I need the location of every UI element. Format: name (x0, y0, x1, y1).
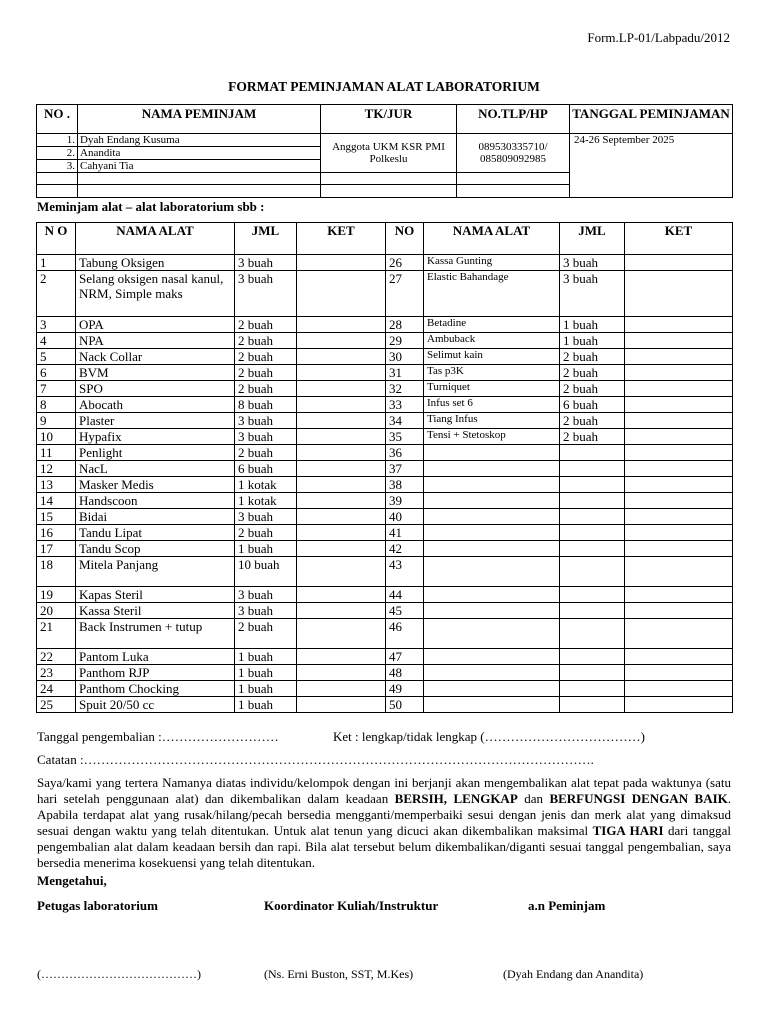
item-qty-left: 1 kotak (235, 493, 297, 509)
item-ket-left (297, 619, 386, 649)
items-row (37, 365, 733, 381)
empty-cell (321, 173, 457, 185)
item-qty-left: 2 buah (235, 349, 297, 365)
item-qty-left: 1 buah (235, 649, 297, 665)
item-name-right (424, 603, 560, 619)
items-row (37, 317, 733, 333)
item-ket-right (625, 525, 733, 541)
item-name-left: Handscoon (76, 493, 235, 509)
item-no-right: 48 (386, 665, 424, 681)
item-no-right: 31 (386, 365, 424, 381)
item-qty-right: 2 buah (560, 365, 625, 381)
items-row (37, 619, 733, 649)
items-row (37, 413, 733, 429)
item-ket-right (625, 461, 733, 477)
item-no-right: 44 (386, 587, 424, 603)
item-no-left: 21 (37, 619, 76, 649)
item-qty-right (560, 619, 625, 649)
item-name-right (424, 665, 560, 681)
item-name-right: Selimut kain (424, 349, 560, 365)
item-ket-right (625, 413, 733, 429)
header-tk-jur: TK/JUR (321, 105, 457, 134)
item-name-left: Tabung Oksigen (76, 255, 235, 271)
item-name-right: Betadine (424, 317, 560, 333)
header-no: NO . (37, 105, 78, 134)
header-borrow-date: TANGGAL PEMINJAMAN (570, 105, 733, 134)
item-ket-left (297, 649, 386, 665)
item-qty-left: 8 buah (235, 397, 297, 413)
item-name-left: Spuit 20/50 cc (76, 697, 235, 713)
items-row (37, 429, 733, 445)
items-row (37, 509, 733, 525)
item-ket-right (625, 649, 733, 665)
borrower-no: 3. (37, 160, 78, 173)
item-no-left: 1 (37, 255, 76, 271)
item-no-right: 47 (386, 649, 424, 665)
item-name-left: BVM (76, 365, 235, 381)
item-ket-right (625, 429, 733, 445)
item-no-right: 50 (386, 697, 424, 713)
item-ket-left (297, 541, 386, 557)
item-qty-left: 10 buah (235, 557, 297, 587)
item-qty-left: 3 buah (235, 271, 297, 317)
empty-cell (321, 185, 457, 198)
item-name-right: Elastic Bahandage (424, 271, 560, 317)
item-ket-left (297, 477, 386, 493)
item-ket-right (625, 255, 733, 271)
item-name-left: Selang oksigen nasal kanul, NRM, Simple maks (76, 271, 235, 317)
statement-bold: BERSIH, LENGKAP (394, 791, 518, 806)
item-name-right (424, 445, 560, 461)
item-no-left: 24 (37, 681, 76, 697)
item-no-right: 39 (386, 493, 424, 509)
item-name-right (424, 477, 560, 493)
signature-lab-officer-name: (…………………………………) (37, 967, 201, 981)
item-ket-right (625, 681, 733, 697)
item-qty-left: 1 kotak (235, 477, 297, 493)
item-name-left: Back Instrumen + tutup (76, 619, 235, 649)
item-name-left: Penlight (76, 445, 235, 461)
item-qty-right (560, 603, 625, 619)
items-row (37, 557, 733, 587)
borrower-row (37, 134, 733, 147)
item-ket-right (625, 477, 733, 493)
item-ket-left (297, 509, 386, 525)
item-ket-right (625, 493, 733, 509)
borrow-date-value: 24-26 September 2025 (570, 134, 733, 198)
empty-cell (37, 173, 78, 185)
item-qty-right (560, 445, 625, 461)
empty-cell (78, 173, 321, 185)
item-ket-left (297, 461, 386, 477)
item-name-right: Ambuback (424, 333, 560, 349)
form-code: Form.LP-01/Labpadu/2012 (587, 30, 730, 45)
item-ket-left (297, 255, 386, 271)
item-qty-left: 3 buah (235, 509, 297, 525)
item-no-right: 46 (386, 619, 424, 649)
item-name-left: NPA (76, 333, 235, 349)
agreement-statement (37, 775, 731, 871)
item-qty-right (560, 681, 625, 697)
item-qty-left: 1 buah (235, 697, 297, 713)
header-ket-right: KET (625, 223, 733, 255)
items-row (37, 665, 733, 681)
items-row (37, 255, 733, 271)
item-no-right: 42 (386, 541, 424, 557)
item-name-right: Turniquet (424, 381, 560, 397)
item-qty-right: 2 buah (560, 429, 625, 445)
item-name-right (424, 509, 560, 525)
header-item-name-right: NAMA ALAT (424, 223, 560, 255)
statement-text: Saya/kami yang tertera Namanya diatas individu/kelompok dengan ini berjanji akan mengembalikan alat tepat pada waktunya (satu hari setelah penggunaan alat) dan dikembalikan dalam keadaan (37, 775, 731, 806)
signature-lab-officer-label: Petugas laboratorium (37, 898, 158, 913)
item-qty-left: 2 buah (235, 317, 297, 333)
item-ket-left (297, 587, 386, 603)
item-no-right: 38 (386, 477, 424, 493)
item-ket-right (625, 557, 733, 587)
return-date-line: Tanggal pengembalian :……………………… (37, 729, 279, 744)
item-qty-left: 2 buah (235, 525, 297, 541)
item-ket-right (625, 333, 733, 349)
items-row (37, 349, 733, 365)
item-ket-left (297, 665, 386, 681)
item-no-left: 9 (37, 413, 76, 429)
item-ket-left (297, 317, 386, 333)
item-no-left: 20 (37, 603, 76, 619)
item-no-left: 3 (37, 317, 76, 333)
item-name-left: Masker Medis (76, 477, 235, 493)
item-name-left: Mitela Panjang (76, 557, 235, 587)
item-ket-right (625, 381, 733, 397)
item-no-left: 19 (37, 587, 76, 603)
item-qty-right (560, 541, 625, 557)
items-row (37, 587, 733, 603)
item-qty-right (560, 525, 625, 541)
completeness-line: Ket : lengkap/tidak lengkap (………………………………) (333, 729, 645, 744)
item-qty-left: 2 buah (235, 445, 297, 461)
item-no-left: 16 (37, 525, 76, 541)
item-no-left: 23 (37, 665, 76, 681)
item-ket-left (297, 681, 386, 697)
item-ket-left (297, 271, 386, 317)
header-no-left: N O (37, 223, 76, 255)
statement-bold: TIGA HARI (592, 823, 664, 838)
item-name-left: Pantom Luka (76, 649, 235, 665)
item-qty-right: 3 buah (560, 255, 625, 271)
header-phone: NO.TLP/HP (457, 105, 570, 134)
header-qty-left: JML (235, 223, 297, 255)
item-qty-right (560, 477, 625, 493)
item-name-left: Tandu Lipat (76, 525, 235, 541)
item-qty-left: 2 buah (235, 619, 297, 649)
item-ket-left (297, 493, 386, 509)
item-qty-left: 1 buah (235, 665, 297, 681)
item-qty-right: 2 buah (560, 349, 625, 365)
item-name-right (424, 557, 560, 587)
item-no-left: 7 (37, 381, 76, 397)
borrower-no: 1. (37, 134, 78, 147)
item-no-left: 25 (37, 697, 76, 713)
header-item-name-left: NAMA ALAT (76, 223, 235, 255)
item-name-right (424, 493, 560, 509)
item-qty-left: 6 buah (235, 461, 297, 477)
item-no-right: 36 (386, 445, 424, 461)
item-name-left: Abocath (76, 397, 235, 413)
item-name-right: Tiang Infus (424, 413, 560, 429)
item-name-left: Plaster (76, 413, 235, 429)
borrower-table (36, 104, 733, 198)
item-no-left: 5 (37, 349, 76, 365)
signature-borrower-name: (Dyah Endang dan Anandita) (503, 967, 644, 981)
items-row (37, 271, 733, 317)
item-qty-right (560, 665, 625, 681)
item-no-left: 12 (37, 461, 76, 477)
empty-cell (78, 185, 321, 198)
statement-text: dari tanggal pengembalian alat dalam keadaan bersih dan rapi. Bila alat tersebut belum dikembalikan/diganti sesuai tanggal pengembalian, saya bersedia menerima kosekuensi yang telah ditentukan. (37, 823, 731, 870)
items-row (37, 681, 733, 697)
item-qty-right (560, 509, 625, 525)
item-qty-left: 2 buah (235, 381, 297, 397)
item-ket-right (625, 317, 733, 333)
item-no-left: 8 (37, 397, 76, 413)
item-qty-left: 3 buah (235, 429, 297, 445)
item-name-right (424, 619, 560, 649)
item-qty-right: 6 buah (560, 397, 625, 413)
item-ket-right (625, 397, 733, 413)
item-no-right: 35 (386, 429, 424, 445)
items-row (37, 477, 733, 493)
section-label: Meminjam alat – alat laboratorium sbb : (37, 199, 265, 214)
header-qty-right: JML (560, 223, 625, 255)
item-no-right: 40 (386, 509, 424, 525)
borrower-header-row (37, 105, 733, 134)
item-qty-right: 2 buah (560, 413, 625, 429)
borrower-no: 2. (37, 147, 78, 160)
item-qty-left: 3 buah (235, 603, 297, 619)
item-ket-left (297, 365, 386, 381)
item-no-right: 49 (386, 681, 424, 697)
item-name-left: Kapas Steril (76, 587, 235, 603)
item-ket-right (625, 509, 733, 525)
item-qty-right: 1 buah (560, 317, 625, 333)
item-no-right: 32 (386, 381, 424, 397)
signature-coordinator-label: Koordinator Kuliah/Instruktur (264, 898, 439, 913)
item-name-right (424, 649, 560, 665)
item-qty-right (560, 557, 625, 587)
item-ket-left (297, 603, 386, 619)
item-ket-left (297, 349, 386, 365)
item-no-left: 22 (37, 649, 76, 665)
item-qty-right: 1 buah (560, 333, 625, 349)
item-no-left: 14 (37, 493, 76, 509)
items-row (37, 461, 733, 477)
item-no-left: 6 (37, 365, 76, 381)
items-row (37, 697, 733, 713)
item-no-left: 11 (37, 445, 76, 461)
statement-text: dan (517, 791, 550, 806)
items-row (37, 397, 733, 413)
item-name-left: Panthom RJP (76, 665, 235, 681)
item-ket-left (297, 333, 386, 349)
items-row (37, 525, 733, 541)
item-qty-left: 2 buah (235, 365, 297, 381)
item-ket-right (625, 445, 733, 461)
item-name-left: Bidai (76, 509, 235, 525)
signature-borrower-label: a.n Peminjam (528, 898, 606, 913)
item-name-left: Kassa Steril (76, 603, 235, 619)
item-ket-right (625, 619, 733, 649)
item-name-right: Infus set 6 (424, 397, 560, 413)
item-qty-left: 1 buah (235, 541, 297, 557)
item-qty-right (560, 461, 625, 477)
items-row (37, 603, 733, 619)
borrower-name: Cahyani Tia (78, 160, 321, 173)
item-name-right (424, 587, 560, 603)
items-row (37, 445, 733, 461)
items-row (37, 381, 733, 397)
item-ket-left (297, 557, 386, 587)
item-qty-left: 1 buah (235, 681, 297, 697)
item-no-left: 4 (37, 333, 76, 349)
item-no-right: 34 (386, 413, 424, 429)
item-name-right (424, 525, 560, 541)
items-row (37, 649, 733, 665)
empty-cell (457, 173, 570, 185)
item-qty-left: 3 buah (235, 413, 297, 429)
item-qty-right (560, 649, 625, 665)
item-ket-right (625, 603, 733, 619)
items-row (37, 541, 733, 557)
item-ket-right (625, 349, 733, 365)
items-row (37, 333, 733, 349)
item-no-right: 33 (386, 397, 424, 413)
item-qty-left: 2 buah (235, 333, 297, 349)
item-ket-left (297, 697, 386, 713)
item-name-right (424, 461, 560, 477)
item-no-left: 18 (37, 557, 76, 587)
items-row (37, 493, 733, 509)
item-name-right (424, 541, 560, 557)
item-name-left: Tandu Scop (76, 541, 235, 557)
item-ket-right (625, 587, 733, 603)
item-name-right: Tensi + Stetoskop (424, 429, 560, 445)
item-ket-right (625, 271, 733, 317)
header-no-right: NO (386, 223, 424, 255)
item-name-left: OPA (76, 317, 235, 333)
item-name-left: Hypafix (76, 429, 235, 445)
item-qty-left: 3 buah (235, 255, 297, 271)
header-ket-left: KET (297, 223, 386, 255)
item-no-left: 2 (37, 271, 76, 317)
item-ket-left (297, 445, 386, 461)
item-ket-right (625, 365, 733, 381)
phone-value: 089530335710/ 085809092985 (457, 134, 570, 173)
item-no-right: 41 (386, 525, 424, 541)
item-name-left: Nack Collar (76, 349, 235, 365)
item-name-left: Panthom Chocking (76, 681, 235, 697)
item-qty-right (560, 493, 625, 509)
item-ket-left (297, 413, 386, 429)
item-qty-right: 3 buah (560, 271, 625, 317)
item-ket-left (297, 381, 386, 397)
item-ket-left (297, 429, 386, 445)
document-title: FORMAT PEMINJAMAN ALAT LABORATORIUM (228, 79, 540, 94)
item-name-right (424, 681, 560, 697)
empty-cell (37, 185, 78, 198)
item-no-left: 15 (37, 509, 76, 525)
items-header-row (37, 223, 733, 255)
tk-jur-value: Anggota UKM KSR PMI Polkeslu (321, 134, 457, 173)
item-name-right: Kassa Gunting (424, 255, 560, 271)
item-no-right: 37 (386, 461, 424, 477)
item-no-right: 26 (386, 255, 424, 271)
item-no-left: 13 (37, 477, 76, 493)
item-no-right: 28 (386, 317, 424, 333)
empty-cell (457, 185, 570, 198)
item-no-left: 10 (37, 429, 76, 445)
borrower-name: Dyah Endang Kusuma (78, 134, 321, 147)
statement-text: . Apabila terdapat alat yang rusak/hilang/pecah bersedia mengganti/memperbaiki sesui dengan jenis dan merk alat yang dimaksud sesuai dengan waktu yang telah ditentukan. Untuk alat tenun yang dicuci akan dikembalikan maksimal (37, 791, 732, 838)
header-borrower-name: NAMA PEMINJAM (78, 105, 321, 134)
item-no-right: 30 (386, 349, 424, 365)
item-ket-right (625, 665, 733, 681)
borrower-name: Anandita (78, 147, 321, 160)
item-ket-left (297, 525, 386, 541)
item-no-right: 45 (386, 603, 424, 619)
item-no-left: 17 (37, 541, 76, 557)
note-line: Catatan :………………………………………………………………………………………………………. (37, 752, 594, 767)
item-qty-right: 2 buah (560, 381, 625, 397)
item-no-right: 43 (386, 557, 424, 587)
statement-bold: BERFUNGSI DENGAN BAIK (549, 791, 728, 806)
item-name-right: Tas p3K (424, 365, 560, 381)
item-qty-right (560, 587, 625, 603)
signature-coordinator-name: (Ns. Erni Buston, SST, M.Kes) (264, 967, 414, 981)
acknowledge-label: Mengetahui, (37, 873, 107, 888)
items-table (36, 222, 733, 713)
item-no-right: 29 (386, 333, 424, 349)
item-ket-left (297, 397, 386, 413)
item-qty-right (560, 697, 625, 713)
item-ket-right (625, 541, 733, 557)
item-ket-right (625, 697, 733, 713)
item-no-right: 27 (386, 271, 424, 317)
item-name-left: SPO (76, 381, 235, 397)
item-name-right (424, 697, 560, 713)
item-qty-left: 3 buah (235, 587, 297, 603)
item-name-left: NacL (76, 461, 235, 477)
